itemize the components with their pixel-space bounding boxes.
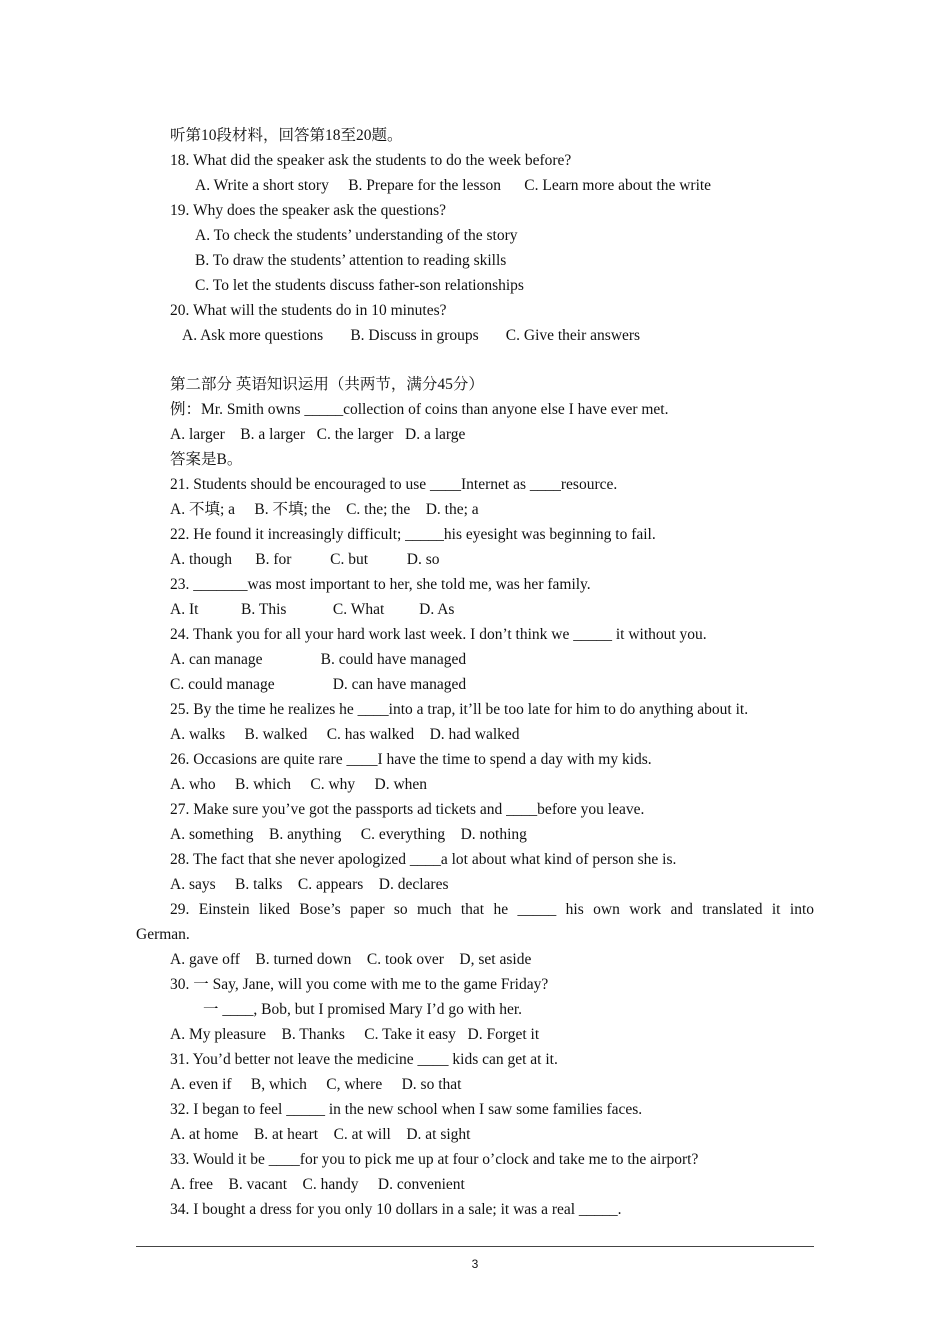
options-30: A. My pleasure B. Thanks C. Take it easy D. Forget it [170,1026,540,1043]
example-options: A. larger B. a larger C. the larger D. a large [170,426,466,443]
options-27: A. something B. anything C. everything D. nothing [170,826,527,843]
options-29: A. gave off B. turned down C. took over D, set aside [170,951,532,968]
options-23: A. It B. This C. What D. As [170,601,455,618]
question-24: 24. Thank you for all your hard work last week. I don’t think we _____ it without you. [170,626,707,643]
options-21: A. 不填; a B. 不填; the C. the; the D. the; a [170,501,479,518]
options-26: A. who B. which C. why D. when [170,776,428,793]
question-26: 26. Occasions are quite rare ____I have the time to spend a day with my kids. [170,751,652,768]
question-28: 28. The fact that she never apologized ____a lot about what kind of person she is. [170,851,677,868]
question-29-continued: German. [136,926,190,943]
question-30-line1: 30. 一 Say, Jane, will you come with me to the game Friday? [170,976,549,993]
options-25: A. walks B. walked C. has walked D. had walked [170,726,520,743]
question-23: 23. _______was most important to her, she told me, was her family. [170,576,591,593]
options-28: A. says B. talks C. appears D. declares [170,876,449,893]
question-29: 29. Einstein liked Bose’s paper so much that he _____ his own work and translated it into [170,901,814,918]
options-20: A. Ask more questions B. Discuss in groups C. Give their answers [182,327,641,344]
question-27: 27. Make sure you’ve got the passports ad tickets and ____before you leave. [170,801,645,818]
options-18: A. Write a short story B. Prepare for the lesson C. Learn more about the write [195,177,712,194]
section-heading-part-two: 第二部分 英语知识运用（共两节，满分45分） [170,376,484,393]
question-20: 20. What will the students do in 10 minutes? [170,302,447,319]
footer-divider [136,1246,814,1247]
option-19c: C. To let the students discuss father-son relationships [195,277,524,294]
example-answer: 答案是B。 [170,451,243,468]
question-21: 21. Students should be encouraged to use ____Internet as ____resource. [170,476,618,493]
question-31: 31. You’d better not leave the medicine ____ kids can get at it. [170,1051,558,1068]
option-19b: B. To draw the students’ attention to reading skills [195,252,507,269]
option-19a: A. To check the students’ understanding of the story [195,227,518,244]
question-22: 22. He found it increasingly difficult; _____his eyesight was beginning to fail. [170,526,656,543]
options-33: A. free B. vacant C. handy D. convenient [170,1176,465,1193]
question-30-line2: 一 ____, Bob, but I promised Mary I’d go with her. [203,1001,523,1018]
question-34: 34. I bought a dress for you only 10 dollars in a sale; it was a real _____. [170,1201,622,1218]
question-32: 32. I began to feel _____ in the new school when I saw some families faces. [170,1101,643,1118]
example-question: 例：Mr. Smith owns _____collection of coins than anyone else I have ever met. [170,401,669,418]
question-25: 25. By the time he realizes he ____into a trap, it’ll be too late for him to do anything about it. [170,701,749,718]
options-22: A. though B. for C. but D. so [170,551,440,568]
options-24-row2: C. could manage D. can have managed [170,676,467,693]
page-number: 3 [471,1257,479,1271]
section-heading-listening: 听第10段材料，回答第18至20题。 [170,127,403,144]
options-31: A. even if B, which C, where D. so that [170,1076,462,1093]
options-24-row1: A. can manage B. could have managed [170,651,467,668]
question-19: 19. Why does the speaker ask the questions? [170,202,447,219]
question-18: 18. What did the speaker ask the students to do the week before? [170,152,572,169]
options-32: A. at home B. at heart C. at will D. at sight [170,1126,471,1143]
question-33: 33. Would it be ____for you to pick me up at four o’clock and take me to the airport? [170,1151,699,1168]
